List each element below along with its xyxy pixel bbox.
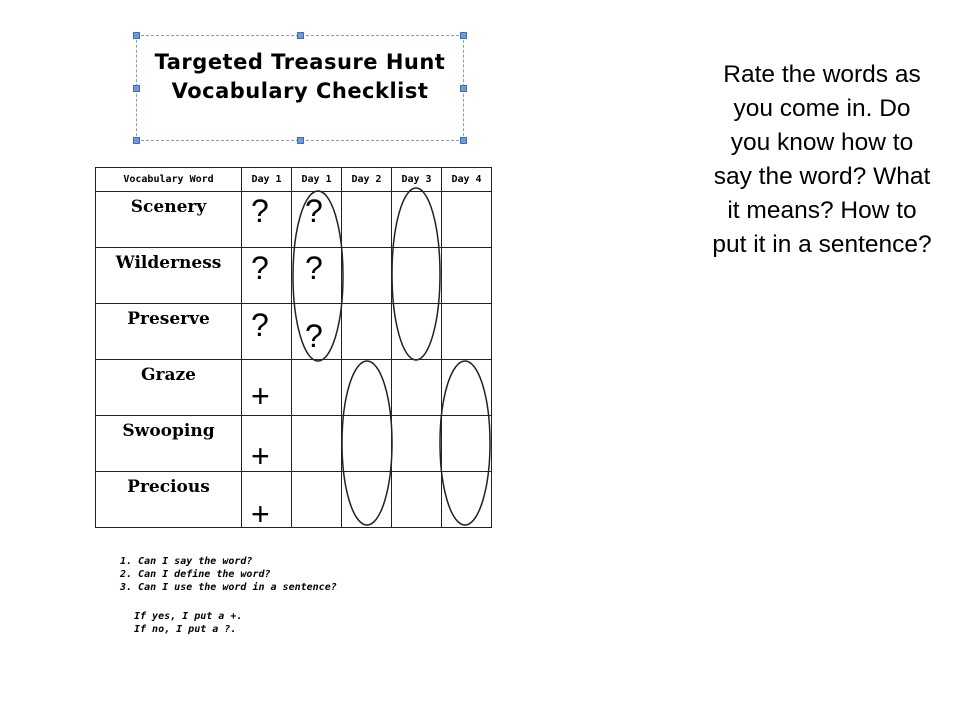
table-row bbox=[96, 192, 492, 248]
rating-cell bbox=[342, 304, 392, 360]
resize-handle-bottom-center[interactable] bbox=[297, 137, 304, 144]
rating-cell bbox=[442, 192, 492, 248]
rating-cell bbox=[342, 248, 392, 304]
mark-wilderness-day1b: ? bbox=[305, 250, 323, 286]
resize-handle-middle-right[interactable] bbox=[460, 85, 467, 92]
rating-cell bbox=[292, 360, 342, 416]
instruction-yes: If yes, I put a +. bbox=[134, 611, 243, 622]
rating-cell bbox=[392, 248, 442, 304]
header-day-2: Day 2 bbox=[342, 168, 392, 192]
mark-swooping-day1a: + bbox=[251, 438, 270, 474]
table-row bbox=[96, 304, 492, 360]
table-row bbox=[96, 416, 492, 472]
rating-cell bbox=[442, 248, 492, 304]
header-day-4: Day 4 bbox=[442, 168, 492, 192]
rating-cell bbox=[342, 192, 392, 248]
table-header-row bbox=[96, 168, 492, 192]
word-label: Swooping bbox=[122, 421, 215, 441]
word-cell bbox=[96, 248, 242, 304]
word-label: Precious bbox=[127, 477, 210, 497]
resize-handle-middle-left[interactable] bbox=[133, 85, 140, 92]
rating-cell bbox=[342, 416, 392, 472]
rating-cell bbox=[442, 472, 492, 528]
mark-precious-day1a: + bbox=[251, 496, 270, 532]
resize-handle-top-right[interactable] bbox=[460, 32, 467, 39]
header-day-1a: Day 1 bbox=[242, 168, 292, 192]
table-row bbox=[96, 472, 492, 528]
table-row bbox=[96, 360, 492, 416]
instruction-item: 2. Can I define the word? bbox=[120, 569, 271, 580]
word-label: Preserve bbox=[127, 309, 210, 329]
word-label: Scenery bbox=[130, 197, 207, 217]
header-day-3: Day 3 bbox=[392, 168, 442, 192]
vocabulary-table bbox=[95, 167, 492, 532]
mark-scenery-day1b: ? bbox=[305, 193, 323, 229]
rating-cell bbox=[392, 360, 442, 416]
title-image[interactable] bbox=[136, 35, 464, 141]
mark-wilderness-day1a: ? bbox=[251, 250, 269, 286]
word-label: Wilderness bbox=[115, 253, 222, 273]
word-cell bbox=[96, 360, 242, 416]
word-cell bbox=[96, 472, 242, 528]
rating-cell bbox=[442, 416, 492, 472]
word-cell bbox=[96, 192, 242, 248]
mark-preserve-day1a: ? bbox=[251, 307, 269, 343]
header-day-1b: Day 1 bbox=[292, 168, 342, 192]
rating-cell bbox=[392, 416, 442, 472]
instruction-item: 3. Can I use the word in a sentence? bbox=[120, 582, 337, 593]
resize-handle-bottom-left[interactable] bbox=[133, 137, 140, 144]
word-label: Graze bbox=[141, 365, 196, 385]
instruction-no: If no, I put a ?. bbox=[134, 624, 237, 635]
rating-cell bbox=[392, 192, 442, 248]
header-vocabulary-word: Vocabulary Word bbox=[96, 168, 242, 192]
rating-cell bbox=[342, 472, 392, 528]
resize-handle-top-left[interactable] bbox=[133, 32, 140, 39]
rating-cell bbox=[392, 304, 442, 360]
rating-cell bbox=[342, 360, 392, 416]
rating-cell bbox=[442, 360, 492, 416]
rating-cell bbox=[292, 416, 342, 472]
mark-graze-day1a: + bbox=[251, 378, 270, 414]
mark-scenery-day1a: ? bbox=[251, 193, 269, 229]
table-row bbox=[96, 248, 492, 304]
title-line-1: Targeted Treasure Hunt bbox=[154, 50, 446, 74]
rating-cell bbox=[392, 472, 442, 528]
word-cell bbox=[96, 304, 242, 360]
rating-cell bbox=[442, 304, 492, 360]
word-cell bbox=[96, 416, 242, 472]
resize-handle-bottom-right[interactable] bbox=[460, 137, 467, 144]
mark-preserve-day1b: ? bbox=[305, 318, 323, 354]
rating-cell bbox=[292, 472, 342, 528]
instruction-item: 1. Can I say the word? bbox=[120, 556, 253, 567]
side-prompt-text: Rate the words as you come in. Do you know how to say the word? What it means? How to put it in a sentence? bbox=[712, 61, 932, 258]
instructions-list bbox=[120, 555, 337, 636]
checklist-title bbox=[151, 48, 449, 106]
title-line-2: Vocabulary Checklist bbox=[171, 79, 429, 103]
resize-handle-top-center[interactable] bbox=[297, 32, 304, 39]
